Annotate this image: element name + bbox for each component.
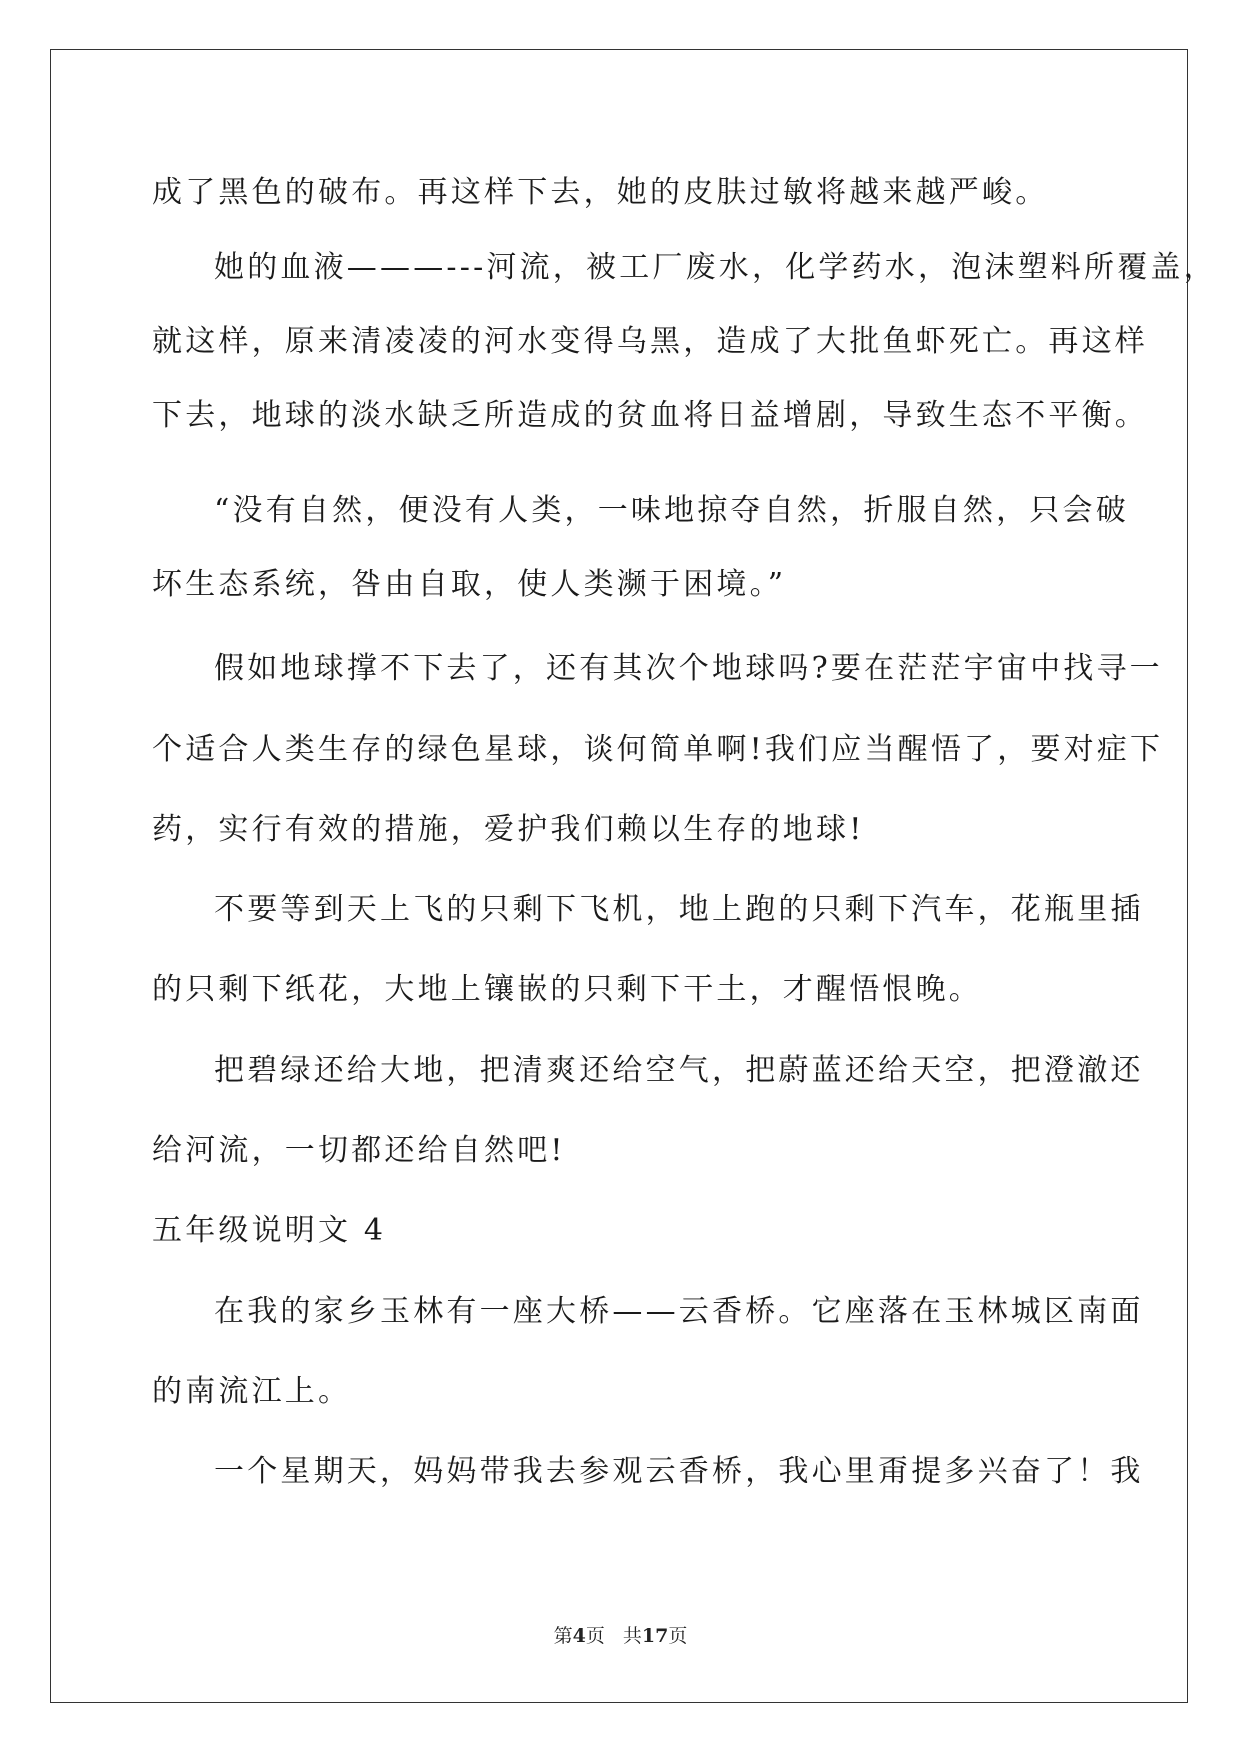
section-heading: 五年级说明文 4	[152, 1213, 387, 1248]
footer-total-pages: 17	[641, 1625, 669, 1647]
text-line: 就这样，原来清凌凌的河水变得乌黑，造成了大批鱼虾死亡。再这样	[152, 324, 1148, 359]
text-line: 下去，地球的淡水缺乏所造成的贫血将日益增剧，导致生态不平衡。	[152, 398, 1148, 433]
text-line: 坏生态系统，咎由自取，使人类濒于困境。”	[152, 567, 787, 602]
text-line: 给河流，一切都还给自然吧!	[152, 1133, 566, 1168]
text-line: 她的血液———---河流，被工厂废水，化学药水，泡沫塑料所覆盖，	[214, 250, 1217, 285]
text-line: 一个星期天，妈妈带我去参观云香桥，我心里甭提多兴奋了！我	[214, 1454, 1144, 1489]
text-line: 药，实行有效的措施，爱护我们赖以生存的地球!	[152, 812, 865, 847]
footer-current-page: 4	[572, 1625, 586, 1647]
footer-page-word: 页	[585, 1625, 605, 1647]
text-line: 不要等到天上飞的只剩下飞机，地上跑的只剩下汽车，花瓶里插	[214, 892, 1144, 927]
text-line: 假如地球撑不下去了，还有其次个地球吗?要在茫茫宇宙中找寻一	[214, 651, 1163, 686]
text-line: “没有自然，便没有人类，一味地掠夺自然，折服自然，只会破	[214, 493, 1129, 528]
text-line: 个适合人类生存的绿色星球，谈何简单啊!我们应当醒悟了，要对症下	[152, 732, 1164, 767]
page-footer	[0, 1624, 1241, 1648]
footer-total-prefix: 共	[622, 1625, 642, 1647]
text-line: 的南流江上。	[152, 1374, 352, 1409]
text-line: 成了黑色的破布。再这样下去，她的皮肤过敏将越来越严峻。	[152, 175, 1049, 210]
footer-total-suffix: 页	[668, 1625, 688, 1647]
text-line: 在我的家乡玉林有一座大桥——云香桥。它座落在玉林城区南面	[214, 1294, 1144, 1329]
footer-prefix: 第	[553, 1625, 573, 1647]
text-line: 把碧绿还给大地，把清爽还给空气，把蔚蓝还给天空，把澄澈还	[214, 1053, 1144, 1088]
text-line: 的只剩下纸花，大地上镶嵌的只剩下干土，才醒悟恨晚。	[152, 972, 982, 1007]
